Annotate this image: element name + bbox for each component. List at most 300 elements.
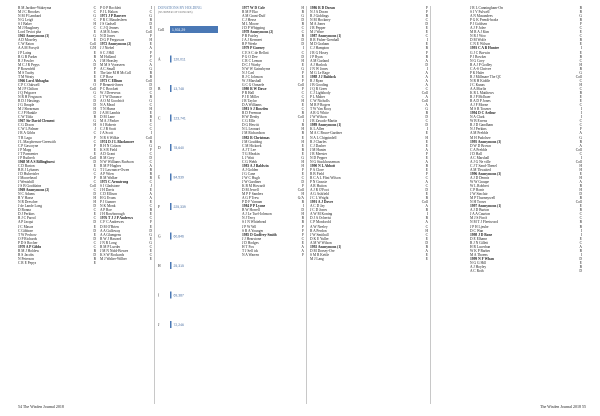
donor-name: N R Drescher xyxy=(18,200,38,205)
holding-code: B xyxy=(425,111,428,116)
holding-code: A xyxy=(425,74,428,79)
donor-name: R M Jardine-Wakeyma xyxy=(18,6,52,10)
holding-code: I xyxy=(302,46,304,51)
donor-name: C A-S Chrivee xyxy=(470,66,492,71)
holding-code: F xyxy=(302,167,304,172)
holding-code: E xyxy=(301,74,304,79)
holding-code: H xyxy=(301,139,304,144)
donor-name: C J Q Jennes xyxy=(100,26,119,31)
donor-name: R D Freeman xyxy=(242,111,262,116)
donor-name: N A Mead xyxy=(100,103,115,108)
bar xyxy=(170,292,172,299)
holding-code: E xyxy=(301,171,304,176)
donor-name: K S W Rockards xyxy=(100,252,125,257)
holding-code: H xyxy=(149,38,152,43)
donor-name: 1986 R D Doran xyxy=(310,6,335,10)
donor-name: D W D Brown xyxy=(470,143,491,148)
holding-code: Coll xyxy=(575,159,582,164)
donor-name: R M P Lueder xyxy=(100,244,121,249)
holding-code: F xyxy=(150,220,152,225)
holding-code: Coll xyxy=(145,78,152,83)
value-label: 1,931,29 xyxy=(172,28,186,33)
holding-code: E xyxy=(301,151,304,156)
donations-chart xyxy=(158,6,238,370)
donor-name: 1982 R Christmas xyxy=(242,135,270,140)
holding-code: F xyxy=(94,135,96,140)
holding-code: B xyxy=(579,54,582,59)
donor-name: M C J R Pepys xyxy=(18,62,40,67)
donor-name: J M N Nidd-Bowen xyxy=(100,248,129,253)
holding-code: D xyxy=(579,269,582,274)
holding-code: H xyxy=(301,192,304,197)
donor-name: J R Pepper xyxy=(310,26,326,31)
donor-name: R J Giddings xyxy=(310,14,329,19)
holding-code: G xyxy=(425,107,428,112)
donor-name: M Holland xyxy=(100,54,116,59)
donor-name: M S R Towner xyxy=(470,107,492,112)
holding-code: F xyxy=(94,143,96,148)
donor-name: N W Williams Rudwon xyxy=(100,159,134,164)
donor-name: A C Roth xyxy=(470,269,484,274)
holding-code: A xyxy=(149,192,152,197)
holding-code: C xyxy=(579,151,582,156)
holding-code: A xyxy=(149,196,152,201)
donor-name: A A Galloway xyxy=(100,228,121,233)
donor-name: H T Fox xyxy=(242,244,255,249)
donor-name: 1972 Anonymous (2) xyxy=(100,42,132,47)
holding-code: P xyxy=(94,66,96,71)
donor-name: J M Goulding xyxy=(242,139,262,144)
donor-name: J S Gadsell xyxy=(100,22,117,27)
holding-code: E xyxy=(425,252,428,257)
holding-code: H xyxy=(149,107,152,112)
holding-code: E xyxy=(579,99,582,104)
donor-name: D E Elhams xyxy=(470,236,488,241)
donor-name: 1966 Lord Abbagha xyxy=(18,78,49,83)
holding-code: C xyxy=(425,184,428,189)
donor-name: R P Weeks xyxy=(242,42,258,47)
holding-code: A xyxy=(425,103,428,108)
holding-code: B xyxy=(425,244,428,249)
donor-name: M P F Sanders xyxy=(242,192,264,197)
holding-code: F xyxy=(426,50,428,55)
holding-code: H xyxy=(93,200,96,205)
holding-code: B xyxy=(149,208,152,213)
donor-name: T J Sell ick xyxy=(242,248,259,253)
holding-code: E xyxy=(425,167,428,172)
donor-name: M J Shearman xyxy=(18,107,39,112)
donor-name: 1980 R W Dawe xyxy=(242,86,267,91)
donor-name: J R L Cunningham-Orr xyxy=(470,6,504,10)
holding-code: H xyxy=(425,228,428,233)
donor-name: C J Hampton xyxy=(310,46,329,51)
holding-code: C xyxy=(93,171,96,176)
donor-name: G J C Borwin xyxy=(470,50,490,55)
donor-name: M H Pudolsee xyxy=(470,135,491,140)
donor-name: R S Jacobs xyxy=(18,252,34,257)
holding-code: C xyxy=(579,123,582,128)
donor-name: J W Sinclair xyxy=(470,192,488,197)
holding-code: A xyxy=(425,180,428,185)
holding-code: G xyxy=(579,70,582,75)
donor-name: J S B Gooldaine xyxy=(18,184,42,189)
holding-code: I xyxy=(580,228,582,233)
holding-code: A xyxy=(579,143,582,148)
bar xyxy=(170,144,172,151)
donor-name: M S Tuohy xyxy=(18,70,35,75)
holding-code: A xyxy=(425,159,428,164)
holding-code: B xyxy=(301,123,304,128)
donor-name: C R C Lemon xyxy=(242,58,263,63)
donor-name: T N Hume xyxy=(100,107,116,112)
donor-name: P J Goldsen xyxy=(470,22,488,27)
donor-name: A R Hutton xyxy=(310,184,327,189)
donor-name: 1995 Anonymous (3) xyxy=(470,139,502,144)
bar xyxy=(170,85,172,92)
holding-code: A xyxy=(301,244,304,249)
holding-code: C xyxy=(93,131,96,136)
holding-code: C xyxy=(149,244,152,249)
holding-code: B xyxy=(579,10,582,15)
holding-code: E xyxy=(149,212,152,217)
holding-code: H xyxy=(93,22,96,27)
donor-name: D M Lane xyxy=(100,115,115,120)
holding-code: G xyxy=(149,66,152,71)
donor-name: S J N Whitehead xyxy=(242,220,267,225)
donor-name: 1999 N F Whan xyxy=(470,256,494,261)
holding-code: E xyxy=(579,30,582,35)
holding-code: F xyxy=(580,127,582,132)
holding-code: Coll xyxy=(297,115,304,120)
list-item xyxy=(242,253,304,257)
donor-name: J W Smithall xyxy=(310,232,329,237)
donor-name: 1987 Anonymous (1) xyxy=(310,34,342,39)
holding-code: Coll xyxy=(145,30,152,35)
holding-code: B xyxy=(149,70,152,75)
holding-code: I xyxy=(580,111,582,116)
holding-code: I xyxy=(580,46,582,51)
holding-code: I xyxy=(426,66,428,71)
donor-name: P A Clore xyxy=(310,167,324,172)
holding-code: D xyxy=(93,252,96,257)
donor-name: W J Marshall xyxy=(242,78,262,83)
donor-name: R J C Johnson xyxy=(242,74,263,79)
holding-code: B xyxy=(149,167,152,172)
holding-code: C xyxy=(149,252,152,257)
holding-code: C xyxy=(149,90,152,95)
holding-code: E xyxy=(149,248,152,253)
value-label: 123,741 xyxy=(173,116,186,121)
donor-name: 1990 N L Abbott xyxy=(310,163,336,168)
holding-code: F xyxy=(150,147,152,152)
holding-code: H xyxy=(301,212,304,217)
donor-name: P J E Miller xyxy=(242,95,260,100)
donor-name: D J Perkins xyxy=(18,212,35,217)
holding-code: B xyxy=(301,200,304,205)
holding-code: E xyxy=(425,26,428,31)
donor-name: A J F Morne xyxy=(470,103,489,108)
holding-code: G xyxy=(149,99,152,104)
holding-code: C xyxy=(149,123,152,128)
holding-code: C xyxy=(149,151,152,156)
donor-name: 1989 Anonymous (1) xyxy=(310,123,342,128)
donor-name: A J G Ne ville xyxy=(470,159,491,164)
donor-name: M J P Chilton xyxy=(18,86,38,91)
holding-code: G xyxy=(149,232,152,237)
donor-name: J J Hearstone xyxy=(242,236,262,241)
list-column-2b xyxy=(100,6,152,261)
holding-code: C xyxy=(425,224,428,229)
donor-name: D M Wolfe xyxy=(470,38,487,43)
donor-name: S R A Younger xyxy=(242,228,264,233)
donor-name: 1973 C Ellison xyxy=(100,78,123,83)
holding-code: C xyxy=(149,180,152,185)
donor-name: K R L Matthews xyxy=(470,90,494,95)
holding-code: B xyxy=(579,184,582,189)
donor-name: 1977 W D Cole xyxy=(242,6,265,10)
donor-name: A W M Koning xyxy=(310,212,333,217)
donor-name: 1979 P Gurney xyxy=(242,46,265,51)
holding-code: H xyxy=(579,163,582,168)
donor-name: R M Grey xyxy=(100,155,115,160)
holding-code: F xyxy=(302,70,304,75)
holding-code: C xyxy=(579,26,582,31)
donor-name: N J A Doran xyxy=(310,10,328,15)
holding-code: D xyxy=(149,155,152,160)
holding-code: B xyxy=(149,175,152,180)
holding-code: D xyxy=(93,220,96,225)
donor-name: C D Ellison xyxy=(100,192,117,197)
donor-name: W W Graupe xyxy=(470,180,489,185)
holding-code: Coll xyxy=(89,86,96,91)
donor-name: J H Davis xyxy=(100,188,115,193)
donor-name: R A Perdon xyxy=(310,228,327,233)
donor-name: N A Clark xyxy=(470,115,485,120)
holding-code: E xyxy=(93,74,96,79)
donor-name: A C D Jay xyxy=(310,204,325,209)
holding-code: B xyxy=(425,14,428,19)
donor-name: J A A Caurton xyxy=(470,212,491,217)
holding-code: B xyxy=(579,224,582,229)
holding-code: A xyxy=(301,248,304,253)
donor-name: C P Ronis xyxy=(470,188,485,193)
donor-name: D M Jewell xyxy=(242,188,259,193)
category-label: G xyxy=(158,234,161,239)
holding-code: E xyxy=(425,131,428,136)
donor-name: N H Troser xyxy=(470,200,487,205)
donor-name: J D Hodges xyxy=(242,240,259,245)
donor-name: R J C Parrol xyxy=(18,216,36,221)
holding-code: E xyxy=(425,139,428,144)
holding-code: E xyxy=(93,50,96,55)
holding-code: F xyxy=(94,175,96,180)
holding-code: H xyxy=(301,159,304,164)
holding-code: G xyxy=(579,14,582,19)
donor-name: 1996 Anonymous (3) xyxy=(470,171,502,176)
holding-code: C xyxy=(149,103,152,108)
donor-name: J N R Long xyxy=(100,240,117,245)
donor-name: The late M H McColl xyxy=(100,70,132,75)
donor-name: R G B Parker xyxy=(18,54,38,59)
holding-code: B xyxy=(579,208,582,213)
donor-name: A O M Goodrich xyxy=(100,99,125,104)
donor-name: M R P Rogers xyxy=(310,103,331,108)
holding-code: E xyxy=(579,260,582,265)
donor-name: W K P Barber xyxy=(470,248,491,253)
holding-code: B xyxy=(301,34,304,39)
holding-code: F xyxy=(426,6,428,10)
donor-name: C D Barton xyxy=(18,163,35,168)
donor-name: 1976 T J J P Andrews xyxy=(100,216,134,221)
donor-name: N G G Hill xyxy=(470,260,487,265)
holding-code: D xyxy=(425,123,428,128)
donor-name: A G Ashfield xyxy=(310,192,329,197)
holding-code: C xyxy=(93,6,96,10)
holding-code: B xyxy=(301,220,304,225)
donor-name: D G P Fergusson xyxy=(100,38,125,43)
donor-name: A J D Burton xyxy=(470,208,490,213)
holding-code: D xyxy=(425,22,428,27)
donor-name: T W Van Rooy xyxy=(310,107,332,112)
holding-code: E xyxy=(93,232,96,237)
donor-name: 1967 Sir David Clement xyxy=(18,119,55,124)
holding-code: I xyxy=(150,131,152,136)
holding-code: H xyxy=(301,6,304,10)
donor-name: M J S Finch xyxy=(470,216,488,221)
holding-code: B xyxy=(149,95,152,100)
holding-code: E xyxy=(425,155,428,160)
holding-code: Coll xyxy=(421,200,428,205)
holding-code: C xyxy=(301,50,304,55)
holding-code: E xyxy=(93,70,96,75)
holding-code: C xyxy=(301,30,304,35)
donor-name: N A Warren xyxy=(242,252,260,257)
holding-code: E xyxy=(93,38,96,43)
donor-name: J T Parmenter xyxy=(18,151,39,156)
holding-code: C xyxy=(301,236,304,241)
holding-code: A xyxy=(93,58,96,63)
holding-code: A xyxy=(579,244,582,249)
holding-code: D xyxy=(579,256,582,261)
holding-code: F xyxy=(150,54,152,59)
donor-name: J Q Pelgrave xyxy=(18,90,37,95)
donor-name: A C Marshall xyxy=(470,155,490,160)
holding-code: E xyxy=(579,42,582,47)
donor-name: 1994 D C Arthur xyxy=(470,111,496,116)
holding-code: H xyxy=(579,188,582,193)
holding-code: E xyxy=(301,103,304,108)
holding-code: G xyxy=(149,240,152,245)
donor-name: A J T Lee xyxy=(242,147,256,152)
holding-code: B xyxy=(301,111,304,116)
holding-code: C xyxy=(579,86,582,91)
category-label: I xyxy=(158,293,160,298)
bar xyxy=(170,174,172,181)
holding-code: B xyxy=(149,171,152,176)
bar xyxy=(170,115,172,122)
holding-code: E xyxy=(425,236,428,241)
donor-name: J R Meester xyxy=(310,151,328,156)
holding-code: G xyxy=(579,135,582,140)
holding-code: C xyxy=(579,78,582,83)
donor-name: M A J Parker xyxy=(100,119,119,124)
donor-name: P Rosenfeld xyxy=(18,66,36,71)
donor-name: 1983 A J Baldwin xyxy=(242,163,269,168)
holding-code: I xyxy=(302,119,304,124)
holding-code: E xyxy=(93,151,96,156)
holding-code: Coll xyxy=(297,188,304,193)
holding-code: D xyxy=(301,54,304,59)
donor-name: J P Rutherh xyxy=(18,155,35,160)
holding-code: B xyxy=(93,248,96,253)
donor-name: K L Allen xyxy=(310,127,325,132)
holding-code: I xyxy=(580,252,582,257)
donor-name: 1968 M A S Billinghurst xyxy=(18,159,55,164)
donor-name: N J Carl xyxy=(242,70,254,75)
donor-name: J A M Lambis xyxy=(100,111,121,116)
holding-code: Coll xyxy=(89,184,96,189)
holding-code: H xyxy=(93,123,96,128)
donor-name: A C Small xyxy=(100,66,115,71)
holding-code: B xyxy=(425,54,428,59)
holding-code: C xyxy=(579,240,582,245)
donor-name: R B Field xyxy=(310,171,324,176)
donor-name: N L Leonard xyxy=(242,127,261,132)
bar xyxy=(170,233,172,240)
donor-name: P B Fairley xyxy=(242,34,259,39)
holding-code: C xyxy=(425,18,428,23)
donor-name: N C Adams xyxy=(18,192,35,197)
holding-code: F xyxy=(150,50,152,55)
donor-name: Lord Teviot pha xyxy=(18,30,42,35)
holding-code: I xyxy=(426,212,428,217)
holding-code: F xyxy=(302,224,304,229)
donor-name: P R Hall xyxy=(242,90,255,95)
value-label: 84,539 xyxy=(173,175,184,180)
holding-code: E xyxy=(149,26,152,31)
donor-name: A M Prebble xyxy=(470,131,489,136)
donor-name: A P Wien xyxy=(100,171,114,176)
donor-name: N J Terry xyxy=(242,216,256,221)
donor-name: 1993 C A B Hunter xyxy=(470,46,500,51)
donor-name: A W Neeley xyxy=(310,224,328,229)
category-label: B xyxy=(158,87,161,92)
holding-code: H xyxy=(425,135,428,140)
donor-name: J L Macpherson-Grenwith xyxy=(18,139,56,144)
holding-code: D xyxy=(425,240,428,245)
donor-name: A N Masandees xyxy=(470,14,493,19)
donor-name: J H Rowborough xyxy=(100,212,125,217)
donor-name: R J Millmare The QC xyxy=(470,74,502,79)
donor-name: C N E Wilson xyxy=(470,42,491,47)
bar xyxy=(170,203,172,210)
donor-name: M J Ware xyxy=(310,30,324,35)
holding-code: E xyxy=(579,204,582,209)
holding-code: C xyxy=(301,95,304,100)
holding-code: D xyxy=(149,22,152,27)
donor-name: P J Bowker xyxy=(470,54,487,59)
category-label: D xyxy=(158,146,161,151)
donor-name: M P Thurnnywell xyxy=(470,196,496,201)
list-item xyxy=(310,257,428,261)
donor-name: C G Ellis xyxy=(242,119,256,124)
holding-code: F xyxy=(426,10,428,15)
holding-code: E xyxy=(579,50,582,55)
holding-code: E xyxy=(93,163,96,168)
holding-code: A xyxy=(425,70,428,75)
donor-name: A D Grant xyxy=(100,151,115,156)
chart-title: DONATIONS BY HOLDING xyxy=(158,6,202,10)
